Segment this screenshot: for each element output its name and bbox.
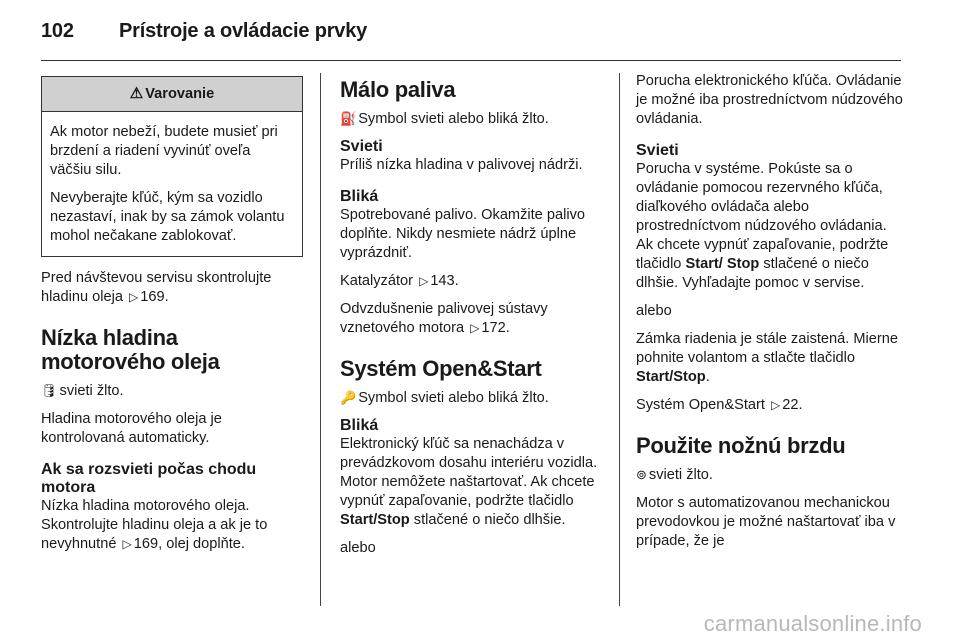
column-middle <box>340 72 606 567</box>
subheading-blink: Bliká <box>340 417 379 434</box>
fuel-symbol-line: ⛽ Symbol svieti alebo bliká žlto. <box>340 111 549 127</box>
column-divider <box>619 73 620 606</box>
or-text: alebo <box>340 540 376 556</box>
section-heading-oil: Nízka hladina motorového oleja <box>41 325 220 374</box>
system-fault-paragraph: Porucha v systéme. Pokúste sa o ovládanie pomocou rezervného kľúča, diaľkového ovládača alebo prostredníctvom núdzového ovládania. Ak chcete vypnúť zapaľovanie, podržte tlačidlo Start/ Stop stlačené o niečo dlhšie. Vyhľadajte pomoc v servise. <box>636 161 889 291</box>
key-fault-paragraph: Porucha elektronického kľúča. Ovládanie je možné iba prostredníctvom núdzového ovládania. <box>636 73 903 127</box>
steering-lock-paragraph: Zámka riadenia je stále zaistená. Mierne pohnite volantom a stlačte tlačidlo Start/Stop. <box>636 331 899 385</box>
service-paragraph: Pred návštevou servisu skontrolujte hladinu oleja ▷ 169. <box>41 270 272 305</box>
warning-header <box>42 77 302 112</box>
page-reference[interactable]: 143. <box>430 273 459 289</box>
section-heading-brake: Použite nožnú brzdu <box>636 433 846 458</box>
bleed-paragraph: Odvzdušnenie palivovej sústavy vznetového motora ▷ 172. <box>340 301 548 336</box>
fuel-blink-paragraph: Spotrebované palivo. Okamžite palivo doplňte. Nikdy nesmiete nádrž úplne vyprázdniť. <box>340 207 585 261</box>
warning-triangle-icon: ⚠ <box>129 85 144 102</box>
manual-gearbox-paragraph: Motor s automatizovanou mechanickou prevodovkou je možné naštartovať iba v prípade, že je <box>636 495 896 549</box>
warning-box <box>41 76 303 257</box>
open-start-symbol-line: 🔑 Symbol svieti alebo bliká žlto. <box>340 390 549 406</box>
triangle-reference-icon: ▷ <box>129 290 139 304</box>
oil-can-icon: 🛢 <box>41 383 58 398</box>
page-header <box>41 20 367 43</box>
or-text: alebo <box>636 303 672 319</box>
column-right <box>636 72 906 560</box>
key-signal-icon: 🔑 <box>340 390 357 405</box>
watermark: carmanualsonline.info <box>703 611 922 636</box>
warning-title: Varovanie <box>145 86 215 102</box>
header-rule <box>41 60 901 61</box>
warning-paragraph: Nevyberajte kľúč, kým sa vozidlo nezastaví, inak by sa zámok volantu mohol nečakane zablokovať. <box>50 190 285 244</box>
subheading-on: Svieti <box>340 138 383 155</box>
page-number: 102 <box>41 20 74 42</box>
subheading-driving: Ak sa rozsvieti počas chodu motora <box>41 461 257 496</box>
section-heading-fuel: Málo paliva <box>340 77 456 102</box>
low-oil-paragraph: Nízka hladina motorového oleja. Skontrolujte hladinu oleja a ak je to nevyhnutné ▷ 169, olej doplňte. <box>41 498 268 552</box>
subheading-blink: Bliká <box>340 188 379 205</box>
brake-symbol-line: ⊚ svieti žlto. <box>636 467 713 483</box>
key-range-paragraph: Elektronický kľúč sa nenachádza v prevádzkovom dosahu interiéru vozidla. Motor nemôžete naštartovať. Ak chcete vypnúť zapaľovanie, podržte tlačidlo Start/Stop stlačené o niečo dlhšie. <box>340 436 598 528</box>
column-left <box>41 72 303 563</box>
page-reference[interactable]: 169. <box>140 289 169 305</box>
fuel-on-paragraph: Príliš nízka hladina v palivovej nádrži. <box>340 157 583 173</box>
page-reference[interactable]: 22. <box>782 397 803 413</box>
start-stop-label: Start/Stop <box>636 369 706 385</box>
page-reference[interactable]: 169, olej doplňte. <box>133 536 245 552</box>
subheading-on: Svieti <box>636 142 679 159</box>
column-divider <box>320 73 321 606</box>
triangle-reference-icon: ▷ <box>470 321 480 335</box>
warning-paragraph: Ak motor nebeží, budete musieť pri brzdení a riadení vyvinúť oveľa väčšiu silu. <box>50 124 278 178</box>
page-title: Prístroje a ovládacie prvky <box>119 20 368 42</box>
section-heading-open-start: Systém Open&Start <box>340 356 542 381</box>
triangle-reference-icon: ▷ <box>419 274 429 288</box>
open-start-ref-paragraph: Systém Open&Start ▷ 22. <box>636 397 803 413</box>
catalyst-paragraph: Katalyzátor ▷ 143. <box>340 273 459 289</box>
warning-body <box>42 112 302 256</box>
brake-pedal-icon: ⊚ <box>636 467 647 482</box>
oil-symbol-line: 🛢 svieti žlto. <box>41 383 124 399</box>
fuel-pump-icon: ⛽ <box>340 111 357 126</box>
oil-auto-paragraph: Hladina motorového oleja je kontrolovaná automaticky. <box>41 411 222 446</box>
start-stop-label: Start/ Stop <box>685 256 760 272</box>
triangle-reference-icon: ▷ <box>122 537 132 551</box>
start-stop-label: Start/Stop <box>340 512 410 528</box>
page-reference[interactable]: 172. <box>481 320 510 336</box>
triangle-reference-icon: ▷ <box>771 398 781 412</box>
